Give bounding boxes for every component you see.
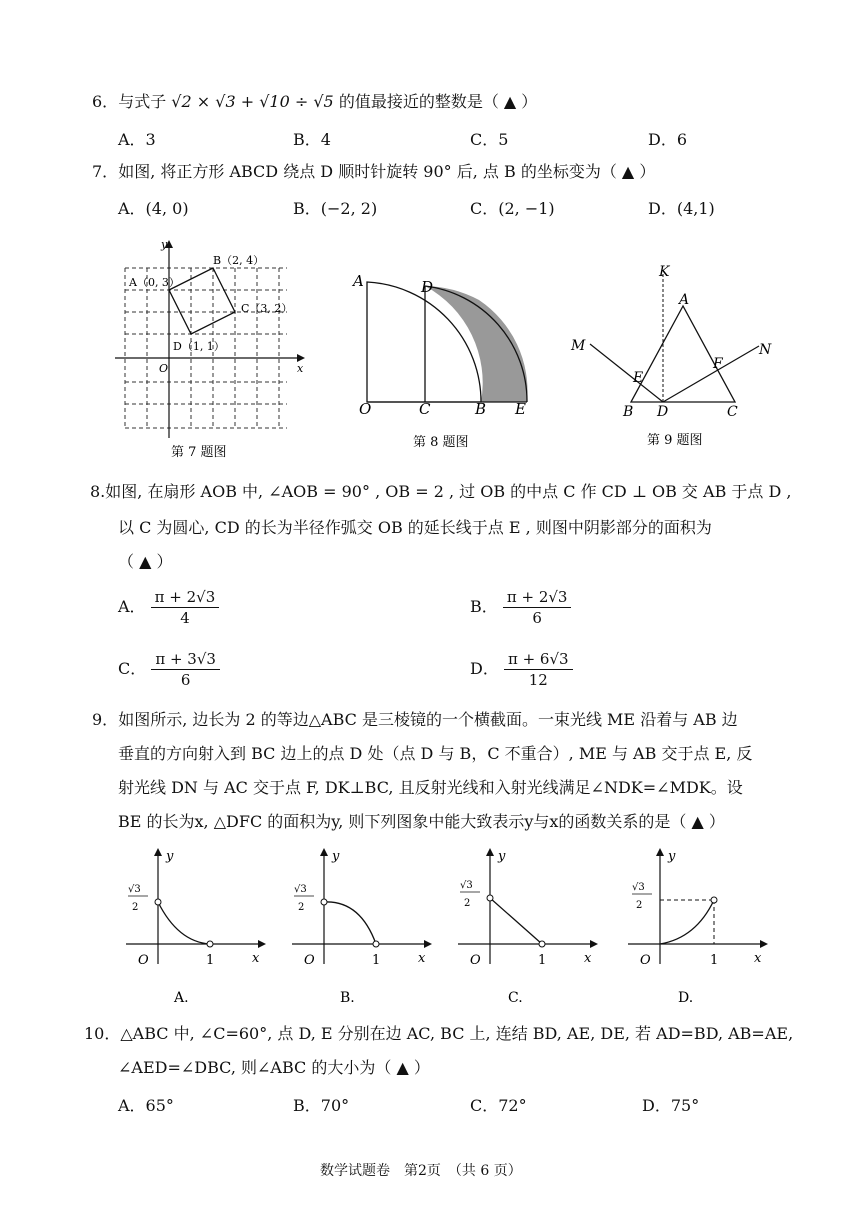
q9-graph-a	[126, 848, 266, 1006]
figure-9-label-b: B	[623, 404, 634, 420]
q7-option-b: B．(−2, 2)	[293, 199, 378, 218]
q9-graph-b	[292, 848, 432, 1006]
q7-option-d: D．(4,1)	[648, 199, 715, 218]
q6-option-d: D．6	[648, 130, 688, 149]
q7-text: 如图, 将正方形 ABCD 绕点 D 顺时针旋转 90° 后, 点 B 的坐标变为（ ▲ ）	[118, 162, 656, 181]
q8-option-a	[118, 588, 219, 627]
q9-line-3: 射光线 DN 与 AC 交于点 F, DK⊥BC, 且反射光线和入射光线满足∠NDK=∠MDK。设	[118, 778, 743, 797]
q6-stem	[92, 92, 537, 112]
q6-option-a: A．3	[118, 130, 156, 149]
figure-7-caption: 第 7 题图	[171, 445, 227, 460]
q9-graph-b-x-label: x	[418, 951, 426, 966]
q9-graph-b-two: 2	[298, 902, 305, 913]
q9-line-1	[92, 710, 738, 730]
figure-9-label-f: F	[713, 356, 723, 372]
q8-option-a-letter: A．	[118, 597, 146, 616]
q8-option-c	[118, 650, 220, 689]
q7-stem	[92, 162, 655, 182]
figure-9-me-ray	[590, 344, 663, 402]
q8-option-d-denominator: 12	[528, 671, 548, 689]
q9-graph-c-x-label: x	[584, 951, 592, 966]
figure-9-label-k: K	[659, 264, 670, 280]
q9-graphs	[100, 840, 800, 1010]
figure-8-label-d: D	[421, 278, 434, 296]
q6-number: 6．	[92, 92, 119, 111]
figure-7	[105, 232, 315, 462]
q9-number: 9．	[92, 710, 119, 729]
q6-text: 与式子	[118, 92, 167, 111]
figure-7-label-b: B（2, 4）	[213, 254, 265, 267]
q9-graph-d-two: 2	[636, 900, 643, 911]
q9-graph-b-y-label: y	[332, 849, 340, 864]
figure-9-dn-ray	[663, 346, 759, 402]
q9-graph-a-sqrt3: √3	[128, 884, 141, 895]
q10-option-d: D．75°	[642, 1096, 700, 1115]
figure-8	[345, 268, 540, 458]
figure-7-label-a: A（0, 3）	[129, 276, 180, 289]
q6-text-after: 的值最接近的整数是（ ▲ ）	[338, 92, 538, 111]
figure-7-x-label: x	[297, 362, 304, 375]
q9-graph-a-one: 1	[206, 953, 215, 968]
q9-text-1: 如图所示, 边长为 2 的等边△ABC 是三棱镜的一个横截面。一束光线 ME 沿着与 AB 边	[118, 710, 738, 729]
q10-option-a: A．65°	[118, 1096, 174, 1115]
q8-line-1	[90, 482, 792, 502]
q9-graph-a-letter: A.	[174, 990, 189, 1006]
q10-text-1: △ABC 中, ∠C=60°, 点 D, E 分别在边 AC, BC 上, 连结 BD, AE, DE, 若 AD=BD, AB=AE,	[120, 1024, 794, 1043]
q9-graph-c-line	[490, 898, 542, 944]
figure-9-label-n: N	[759, 342, 772, 358]
q9-graph-b-one: 1	[372, 953, 381, 968]
q8-text-1: 如图, 在扇形 AOB 中, ∠AOB = 90° , OB = 2 , 过 OB 的中点 C 作 CD ⊥ OB 交 AB 于点 D ,	[105, 482, 792, 501]
q9-graph-c-y-label: y	[498, 849, 506, 864]
figure-7-origin-label: O	[159, 362, 169, 375]
q9-graph-c	[458, 848, 598, 1006]
q8-option-b	[470, 588, 571, 627]
q9-graph-b-sqrt3: √3	[294, 884, 307, 895]
q9-graph-c-sqrt3: √3	[460, 880, 473, 891]
q7-number: 7．	[92, 162, 119, 181]
q9-graph-d	[628, 848, 768, 1006]
q10-option-b: B．70°	[293, 1096, 350, 1115]
q6-option-c: C．5	[470, 130, 509, 149]
q8-option-b-letter: B．	[470, 597, 498, 616]
q9-graph-d-letter: D.	[678, 990, 694, 1006]
q8-option-d	[470, 650, 573, 689]
q8-line-3: （ ▲ ）	[118, 552, 173, 571]
q9-graph-a-x-label: x	[252, 951, 260, 966]
q10-line-1	[84, 1024, 793, 1044]
q10-line-2: ∠AED=∠DBC, 则∠ABC 的大小为（ ▲ ）	[118, 1058, 430, 1077]
q9-graph-d-one: 1	[710, 953, 719, 968]
figure-8-caption: 第 8 题图	[413, 435, 469, 450]
figure-9-label-c: C	[727, 404, 738, 420]
figure-8-label-a: A	[353, 272, 364, 290]
q7-option-c: C．(2, −1)	[470, 199, 555, 218]
q9-graph-c-one: 1	[538, 953, 547, 968]
q9-graph-b-origin: O	[304, 953, 315, 968]
figure-8-label-b: B	[475, 400, 487, 418]
q8-option-c-letter: C．	[118, 659, 147, 678]
q10-number: 10．	[84, 1024, 121, 1043]
figure-8-label-o: O	[359, 400, 372, 418]
q9-graph-a-origin: O	[138, 953, 149, 968]
q9-graph-d-sqrt3: √3	[632, 882, 645, 893]
q8-option-a-fraction	[151, 588, 220, 627]
figure-7-y-label: y	[161, 238, 168, 251]
q8-option-a-denominator: 4	[180, 609, 190, 627]
figure-9-label-m: M	[571, 338, 586, 354]
q9-graph-d-x-label: x	[754, 951, 762, 966]
q8-option-d-numerator: π + 6√3	[504, 650, 573, 670]
q8-option-d-fraction	[504, 650, 573, 689]
q9-graph-b-curve	[324, 902, 376, 944]
figure-9-label-e: E	[633, 370, 644, 386]
figure-7-label-c: C（3, 2）	[241, 302, 293, 315]
figure-9-label-a: A	[679, 292, 690, 308]
q8-option-c-denominator: 6	[180, 671, 191, 689]
q9-graph-a-two: 2	[132, 902, 139, 913]
q8-option-d-letter: D．	[470, 659, 499, 678]
q9-graph-c-origin: O	[470, 953, 481, 968]
figure-9-caption: 第 9 题图	[647, 433, 703, 448]
q9-line-2: 垂直的方向射入到 BC 边上的点 D 处（点 D 与 B，C 不重合）, ME 与 AB 交于点 E, 反	[118, 744, 753, 763]
figure-9	[565, 262, 780, 452]
q8-number: 8.	[90, 482, 106, 501]
q8-option-c-numerator: π + 3√3	[151, 650, 220, 670]
figure-8-label-c: C	[419, 400, 431, 418]
q7-option-a: A．(4, 0)	[118, 199, 189, 218]
q9-graph-a-curve	[158, 902, 210, 944]
q9-graph-d-y-label: y	[668, 849, 676, 864]
q6-option-b: B．4	[293, 130, 331, 149]
q10-option-c: C．72°	[470, 1096, 527, 1115]
q9-graph-a-y-label: y	[166, 849, 174, 864]
q8-line-2: 以 C 为圆心, CD 的长为半径作弧交 OB 的延长线于点 E , 则图中阴影部分的面积为	[118, 518, 712, 537]
figure-7-label-d: D（1, 1）	[173, 340, 225, 353]
q8-option-b-denominator: 6	[532, 609, 542, 627]
figure-9-label-d: D	[657, 404, 669, 420]
q8-option-a-numerator: π + 2√3	[151, 588, 220, 608]
q8-option-c-fraction	[151, 650, 220, 689]
page-footer: 数学试题卷 第2页 （共 6 页）	[320, 1163, 522, 1179]
figure-9-triangle	[631, 306, 735, 402]
q9-graph-b-letter: B.	[340, 990, 355, 1006]
q8-option-b-numerator: π + 2√3	[503, 588, 572, 608]
q9-line-4: BE 的长为x, △DFC 的面积为y, 则下列图象中能大致表示y与x的函数关系的是（ ▲ ）	[118, 812, 725, 831]
q6-expression: √2 × √3 + √10 ÷ √5	[171, 92, 334, 111]
figure-8-label-e: E	[515, 400, 526, 418]
q8-option-b-fraction	[503, 588, 572, 627]
q9-graph-d-curve	[660, 900, 714, 944]
q9-graph-d-origin: O	[640, 953, 651, 968]
q9-graph-c-two: 2	[464, 898, 471, 909]
q9-graph-c-letter: C.	[508, 990, 523, 1006]
